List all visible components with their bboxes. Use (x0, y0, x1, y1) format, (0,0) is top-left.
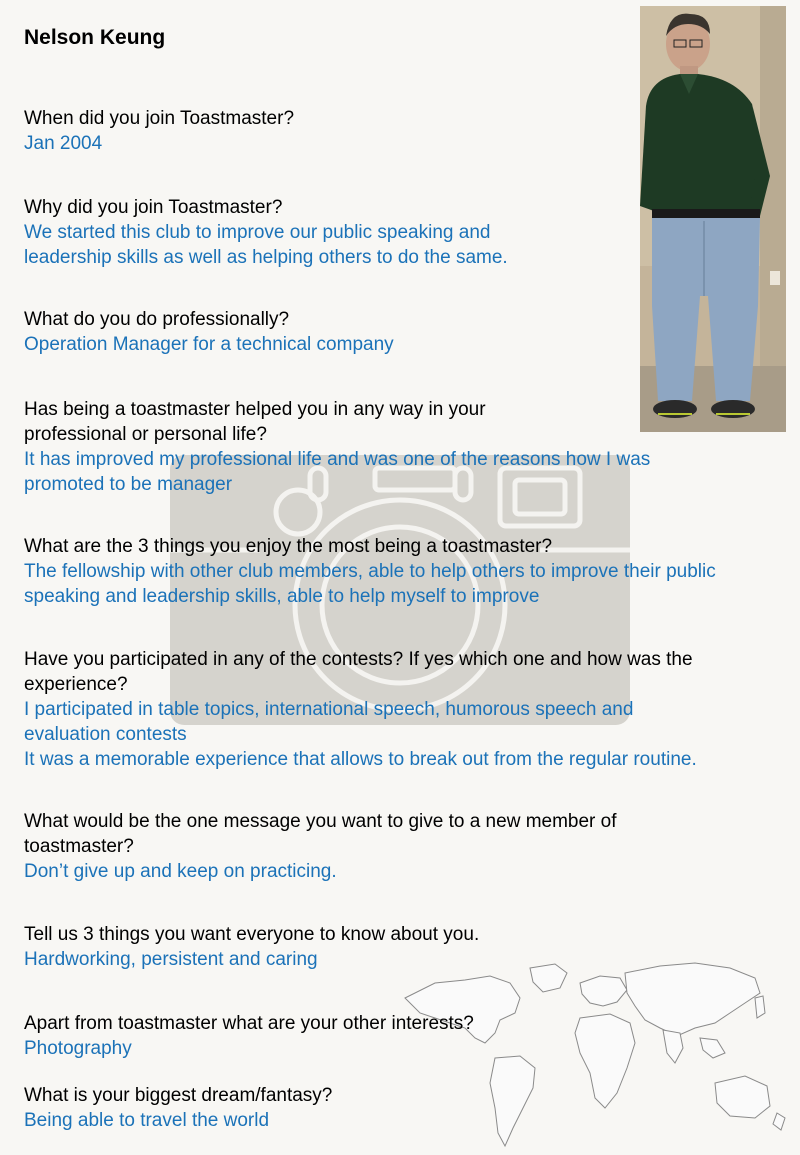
question: What is your biggest dream/fantasy? (24, 1085, 333, 1106)
qa-item (24, 397, 650, 497)
qa-item (24, 106, 294, 156)
qa-item (24, 809, 617, 884)
answer: Photography (24, 1038, 132, 1059)
answer: It has improved my professional life and was one of the reasons how I was promoted to be manager (24, 449, 651, 495)
question: Tell us 3 things you want everyone to know about you. (24, 924, 480, 945)
question: What would be the one message you want to give to a new member of toastmaster? (24, 811, 617, 857)
qa-item (24, 534, 716, 609)
answer: Jan 2004 (24, 133, 103, 154)
question: Have you participated in any of the contests? If yes which one and how was the experience? (24, 649, 693, 695)
question: Apart from toastmaster what are your other interests? (24, 1013, 474, 1034)
question: What are the 3 things you enjoy the most being a toastmaster? (24, 536, 553, 557)
qa-item (24, 307, 394, 357)
question: What do you do professionally? (24, 309, 290, 330)
question: When did you join Toastmaster? (24, 108, 295, 129)
qa-item (24, 195, 508, 270)
answer: The fellowship with other club members, able to help others to improve their public speaking and leadership skills, able to help myself to improve (24, 561, 716, 607)
qa-item (24, 922, 479, 972)
answer: I participated in table topics, international speech, humorous speech and evaluation contests It was a memorable experience that allows to break out from the regular routine. (24, 699, 697, 770)
answer: Hardworking, persistent and caring (24, 949, 318, 970)
member-name: Nelson Keung (24, 26, 166, 49)
qa-item (24, 1083, 332, 1133)
profile-photo (640, 6, 786, 432)
answer: Being able to travel the world (24, 1110, 270, 1131)
answer: Don’t give up and keep on practicing. (24, 861, 337, 882)
qa-item (24, 647, 697, 772)
answer: We started this club to improve our public speaking and leadership skills as well as helping others to do the same. (24, 222, 508, 268)
qa-item (24, 1011, 474, 1061)
question: Why did you join Toastmaster? (24, 197, 283, 218)
question: Has being a toastmaster helped you in any way in your professional or personal life? (24, 399, 486, 445)
answer: Operation Manager for a technical company (24, 334, 394, 355)
